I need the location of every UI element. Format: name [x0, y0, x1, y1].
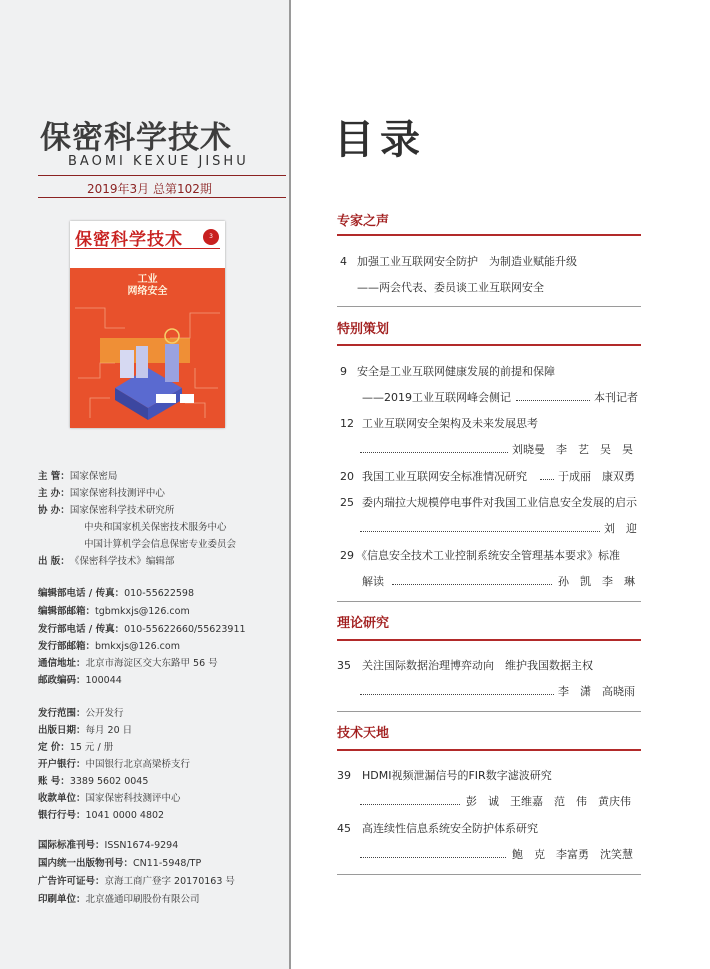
toc-page-number: 12	[340, 417, 354, 430]
info-host: 主 办：国家保密科技测评中心	[38, 488, 165, 499]
magazine-title: 保密科学技术	[40, 120, 232, 156]
toc-author: 李 潇 高晓雨	[558, 685, 635, 698]
toc-article-title[interactable]: 安全是工业互联网健康发展的前提和保障	[357, 365, 555, 378]
toc-article-title[interactable]: 关注国际数据治理博弈动向 维护我国数据主权	[362, 659, 593, 672]
toc-page-number: 39	[337, 769, 351, 782]
info-bank-number: 银行行号：1041 0000 4802	[38, 810, 165, 821]
toc-article-title[interactable]: HDMI视频泄漏信号的FIR数字滤波研究	[362, 769, 552, 782]
toc-page-number: 29	[340, 549, 354, 562]
leader-dots	[360, 694, 554, 696]
section-end-rule	[337, 874, 641, 875]
section-end-rule	[337, 306, 641, 307]
issue-date: 2019年3月 总第102期	[87, 182, 212, 196]
toc-page-number: 35	[337, 659, 351, 672]
toc-page-number: 25	[340, 496, 354, 509]
toc-article-title[interactable]: 委内瑞拉大规模停电事件对我国工业信息安全发展的启示	[362, 496, 637, 509]
cover-thumbnail	[70, 221, 225, 428]
info-edit-phone: 编辑部电话 / 传真：010-55622598	[38, 588, 195, 599]
info-range: 发行范围：公开发行	[38, 708, 124, 719]
toc-article-title[interactable]: 工业互联网安全架构及未来发展思考	[362, 417, 538, 430]
section-rule	[337, 344, 641, 346]
cover-artwork	[70, 268, 225, 428]
info-dist-email: 发行部邮箱：bmkxjs@126.com	[38, 641, 180, 652]
section-rule	[337, 639, 641, 641]
section-heading-expert: 专家之声	[337, 214, 390, 229]
info-price: 定 价：15 元 / 册	[38, 742, 114, 753]
toc-title: 目录	[334, 117, 426, 163]
section-rule	[337, 234, 641, 236]
toc-author: 刘 迎	[604, 522, 637, 535]
cover-theme-line1: 工业	[137, 274, 158, 285]
info-payee: 收款单位：国家保密科技测评中心	[38, 793, 181, 804]
toc-author: 刘晓曼 李 艺 吴 昊	[512, 443, 633, 456]
leader-dots	[360, 452, 508, 454]
cover-subtitle-rule	[75, 248, 220, 252]
leader-dots	[540, 479, 554, 481]
info-pubdate: 出版日期：每月 20 日	[38, 725, 133, 736]
toc-article-subtitle: ——2019工业互联网峰会侧记	[362, 391, 511, 404]
toc-page-number: 4	[340, 255, 347, 268]
toc-page-number: 20	[340, 470, 354, 483]
toc-article-title[interactable]: 加强工业互联网安全防护 为制造业赋能升级	[357, 255, 577, 268]
info-cn: 国内统一出版物刊号：CN11-5948/TP	[38, 858, 202, 869]
toc-author: 孙 凯 李 琳	[558, 575, 635, 588]
toc-article-title[interactable]: 《信息安全技术工业控制系统安全管理基本要求》标准	[356, 549, 620, 562]
info-bank: 开户银行：中国银行北京高梁桥支行	[38, 759, 191, 770]
cover-issue-badge: 3	[203, 229, 219, 245]
toc-author: 于成丽 康双勇	[558, 470, 635, 483]
issue-rule-top	[38, 175, 286, 176]
toc-article-title-cont: 解读	[362, 575, 384, 588]
info-dist-phone: 发行部电话 / 传真：010-55622660/55623911	[38, 624, 246, 635]
section-end-rule	[337, 711, 641, 712]
issue-rule-bottom	[38, 197, 286, 198]
leader-dots	[392, 584, 552, 586]
section-end-rule	[337, 601, 641, 602]
leader-dots	[360, 531, 600, 533]
toc-page-number: 45	[337, 822, 351, 835]
toc-article-title[interactable]: 我国工业互联网安全标准情况研究	[362, 470, 527, 483]
cover-theme-line2: 网络安全	[127, 286, 168, 297]
magazine-pinyin: BAOMI KEXUE JISHU	[68, 154, 249, 169]
leader-dots	[360, 857, 506, 859]
section-rule	[337, 749, 641, 751]
cover-title: 保密科学技术	[75, 230, 183, 250]
toc-article-subtitle: ——两会代表、委员谈工业互联网安全	[357, 281, 544, 294]
toc-page-number: 9	[340, 365, 347, 378]
info-co-organizer: 协 办：国家保密科学技术研究所	[38, 505, 175, 516]
info-postcode: 邮政编码：100044	[38, 675, 122, 686]
info-co-organizer-3: 中国计算机学会信息保密专业委员会	[84, 539, 237, 550]
toc-article-title[interactable]: 高连续性信息系统安全防护体系研究	[362, 822, 538, 835]
info-account: 账 号：3389 5602 0045	[38, 776, 149, 787]
info-ad-license: 广告许可证号：京海工商广登字 20170163 号	[38, 876, 235, 887]
section-heading-special: 特别策划	[337, 322, 390, 337]
info-edit-email: 编辑部邮箱：tgbmkxjs@126.com	[38, 606, 190, 617]
toc-author: 彭 诚 王维嘉 范 伟 黄庆伟	[466, 795, 631, 808]
info-publisher: 出 版：《保密科学技术》编辑部	[38, 556, 175, 567]
info-address: 通信地址：北京市海淀区交大东路甲 56 号	[38, 658, 218, 669]
leader-dots	[516, 400, 590, 402]
info-issn: 国际标准刊号：ISSN1674-9294	[38, 840, 179, 851]
section-heading-tech: 技术天地	[337, 726, 390, 741]
info-sponsor: 主 管：国家保密局	[38, 471, 118, 482]
circuit-illustration	[70, 268, 225, 428]
info-printer: 印刷单位：北京盛通印刷股份有限公司	[38, 894, 200, 905]
info-co-organizer-2: 中央和国家机关保密技术服务中心	[84, 522, 227, 533]
panel-divider	[289, 0, 291, 969]
leader-dots	[360, 804, 460, 806]
toc-author: 本刊记者	[594, 391, 638, 404]
section-heading-theory: 理论研究	[337, 616, 390, 631]
toc-author: 鲍 克 李富勇 沈笑慧	[512, 848, 633, 861]
